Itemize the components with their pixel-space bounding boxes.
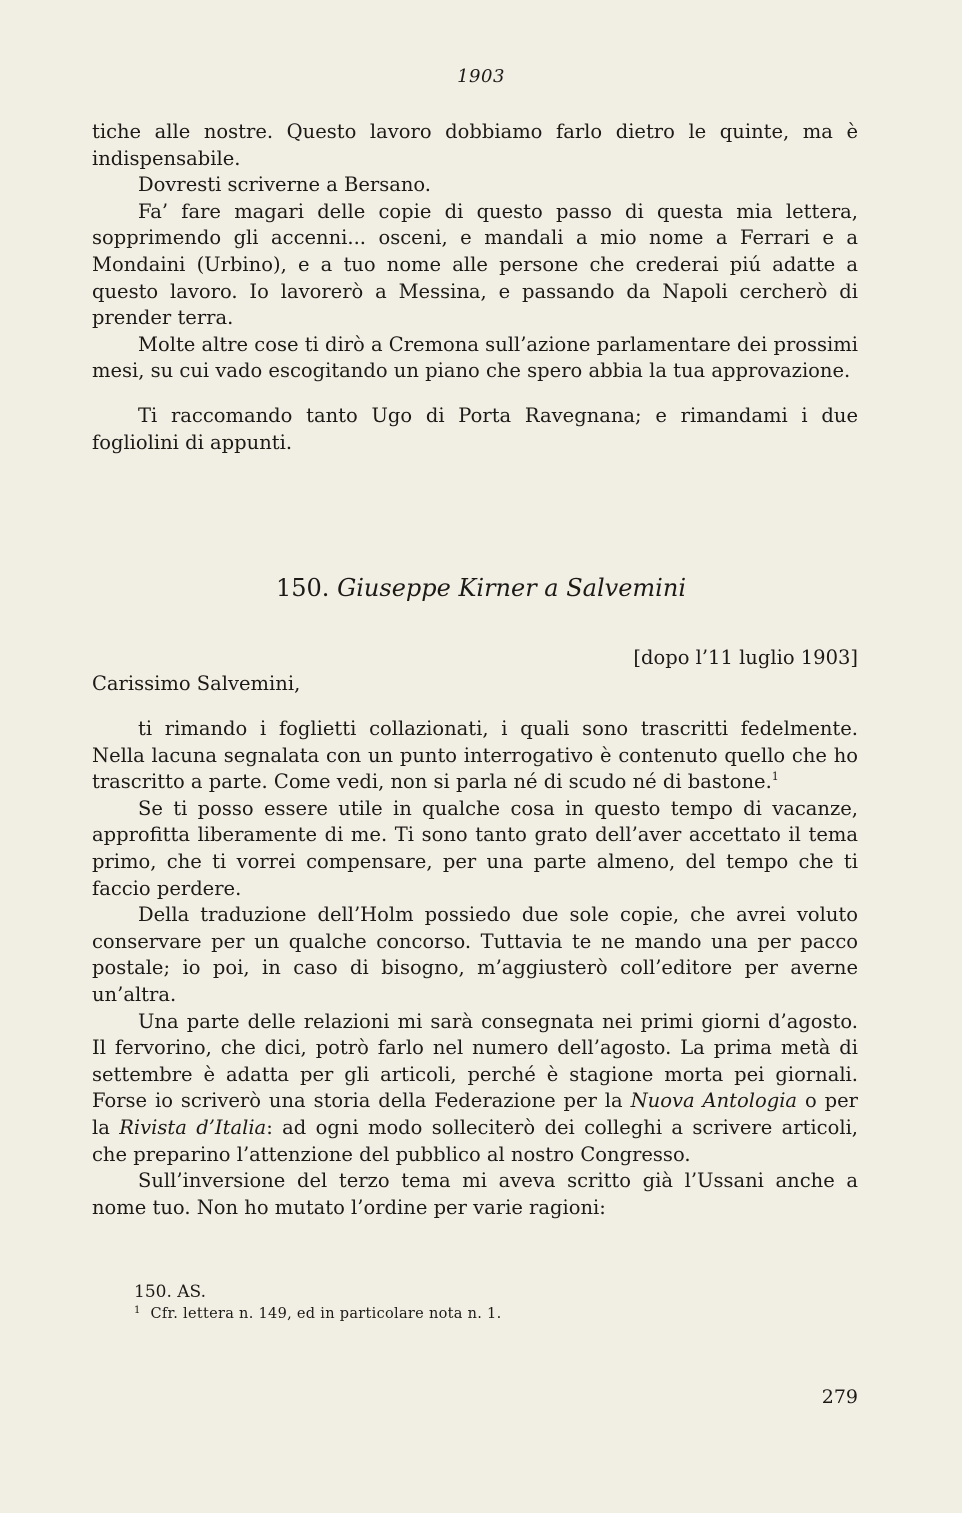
continuation-text [92,119,858,456]
letter-number: 150. [276,574,330,602]
paragraph: Sull’inversione del terzo tema mi aveva scritto già l’Ussani anche a nome tuo. Non ho mutato l’ordine per varie ragioni: [92,1169,858,1219]
paragraph: Ti raccomando tanto Ugo di Porta Ravegnana; e rimandami i due fogliolini di appunti. [92,403,858,454]
letter-date: [dopo l’11 luglio 1903] [633,646,858,669]
source-note: 150. AS. [134,1282,206,1302]
paragraph: Fa’ fare magari delle copie di questo passo di questa mia lettera, sopprimendo gli accenni... osceni, e mandali a mio nome a Ferrari e a Mondaini (Urbino), e a tuo nome alle persone che crederai piú adatte a questo lavoro. Io lavorerò a Messina, e passando da Napoli cercherò di prender terra. [92,199,858,330]
letter-title: Giuseppe Kirner a Salvemini [337,574,686,602]
paragraph: Della traduzione dell’Holm possiedo due sole copie, che avrei voluto conservare per un qualche concorso. Tuttavia te ne mando una per pacco postale; io poi, in caso di bisogno, m’aggiusterò coll’editore per averne un’altra. [92,903,858,1006]
paragraph: ti rimando i foglietti collazionati, i quali sono trascritti fedelmente. Nella lacuna segnalata con un punto interrogativo è contenuto quello che ho trascritto a parte. Come vedi, non si parla né di scudo né di bastone.$^1$ [92,717,858,794]
paragraph: tiche alle nostre. Questo lavoro dobbiamo farlo dietro le quinte, ma è indispensabile. [92,120,858,170]
footnote-1: $^1$ Cfr. lettera n. 149, ed in particolare nota n. 1. [134,1305,502,1322]
letter-body [92,716,858,1221]
journal-title: Nuova Antologia [630,1089,798,1113]
footnote-marker: 1 [134,1305,141,1316]
journal-title: Rivista d’Italia [119,1115,267,1139]
running-head: 1903 [457,66,505,87]
paragraph: Se ti posso essere utile in qualche cosa in questo tempo di vacanze, approfitta liberamente di me. Ti sono tanto grato dell’aver accettato il tema primo, che ti vorrei compensare, per una parte almeno, del tempo che ti faccio perdere. [92,796,858,900]
letter-heading [0,574,962,602]
salutation: Carissimo Salvemini, [92,672,301,695]
page-number: 279 [821,1386,858,1408]
footnotes [134,1281,858,1325]
footnote-ref: 1 [771,770,779,784]
paragraph: Molte altre cose ti dirò a Cremona sull’azione parlamentare dei prossimi mesi, su cui vado escogitando un piano che spero abbia la tua approvazione. [92,332,858,383]
paragraph: Una parte delle relazioni mi sarà consegnata nei primi giorni d’agosto. Il fervorino, che dici, potrò farlo nel numero dell’agosto. La prima metà di settembre è adatta per gli articoli, perché è stagione morta pei giornali. Forse io scriverò una storia della Federazione per la Nuova Antologia o per la Rivista d’Italia: ad ogni modo solleciterò dei colleghi a scrivere articoli, che preparino l’attenzione del pubblico al nostro Congresso. [92,1009,859,1166]
paragraph: Dovresti scriverne a Bersano. [138,173,431,197]
